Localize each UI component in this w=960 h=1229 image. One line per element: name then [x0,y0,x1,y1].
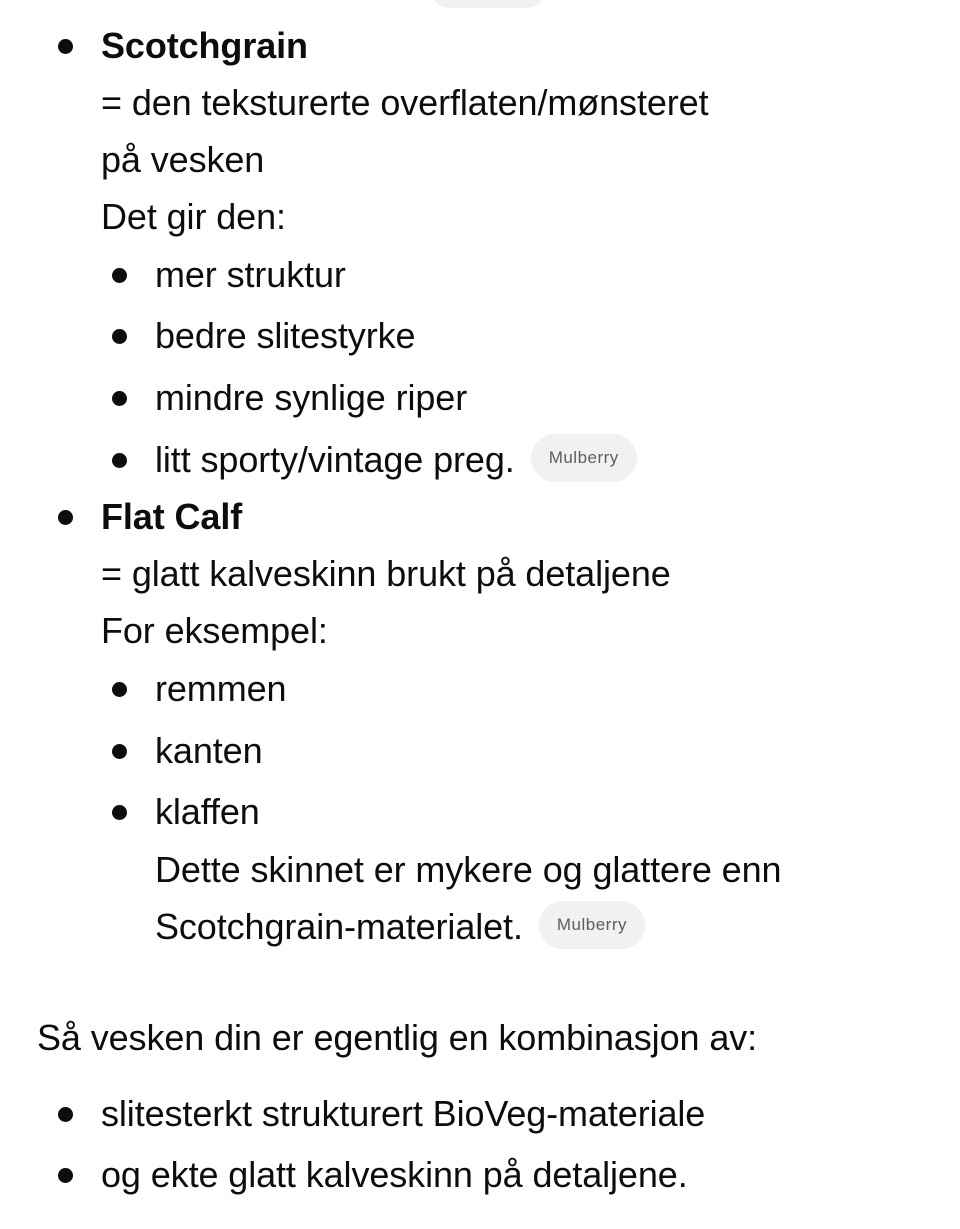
flat-calf-intro: For eksempel: [101,610,328,651]
list-item: kanten [155,730,263,771]
flat-calf-note-line-2 [155,905,645,953]
bullet-icon [112,744,127,759]
bullet-icon [112,268,127,283]
list-item-text: litt sporty/vintage preg. [155,439,515,480]
term-scotchgrain: Scotchgrain [101,25,308,66]
source-chip[interactable]: Mulberry [531,434,637,482]
bullet-icon [58,1107,73,1122]
list-item: bedre slitestyrke [155,315,416,356]
bullet-icon [58,39,73,54]
scotchgrain-definition-line-1: = den teksturerte overflaten/mønsteret [101,82,709,123]
bullet-icon [112,682,127,697]
bullet-icon [112,329,127,344]
note-text: Scotchgrain-materialet. [155,906,523,947]
bullet-icon [58,510,73,525]
summary-text: Så vesken din er egentlig en kombinasjon av: [37,1017,758,1058]
list-item: mindre synlige riper [155,377,468,418]
scotchgrain-intro: Det gir den: [101,196,286,237]
flat-calf-definition: = glatt kalveskinn brukt på detaljene [101,553,671,594]
flat-calf-note-line-1: Dette skinnet er mykere og glattere enn [155,849,782,890]
bullet-icon [58,1168,73,1183]
source-chip-cropped[interactable] [430,0,545,8]
term-flat-calf: Flat Calf [101,496,243,537]
scotchgrain-definition-line-2: på vesken [101,139,265,180]
bullet-icon [112,453,127,468]
list-item: klaffen [155,791,260,832]
source-chip[interactable]: Mulberry [539,901,645,949]
list-item: mer struktur [155,254,346,295]
list-item: slitesterkt strukturert BioVeg-materiale [101,1093,706,1134]
list-item: remmen [155,668,287,709]
list-item [155,438,637,486]
bullet-icon [112,805,127,820]
bullet-icon [112,391,127,406]
list-item: og ekte glatt kalveskinn på detaljene. [101,1154,688,1195]
